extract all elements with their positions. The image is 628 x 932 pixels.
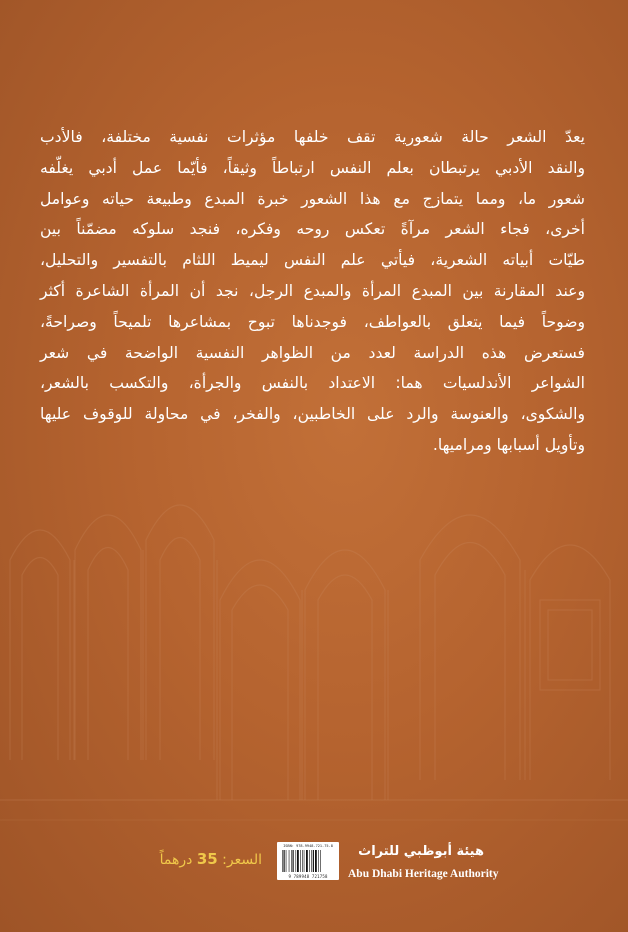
price-currency: درهماً [159,852,193,868]
price-label [142,850,262,868]
barcode-bars [281,850,335,872]
barcode-bar [311,850,312,872]
barcode-bar [297,850,299,872]
barcode-bar [284,850,285,872]
barcode-bar [286,850,287,872]
barcode-bar [304,850,305,872]
barcode-bar [302,850,303,872]
blurb-line: فستعرض هذه الدراسة لعدد من الظواهر النفسية الواضحة في شعر [40,343,585,362]
blurb-line: يعدّ الشعر حالة شعورية تقف خلفها مؤثرات نفسية مختلفة، فالأدب [40,128,585,146]
barcode-bar [291,850,292,872]
blurb-line: الشواعر الأندلسيات هما: الاعتداد بالنفس والجرأة، والتكسب بالشعر، [40,374,585,393]
barcode-bar [289,850,290,872]
price-prefix: السعر: [222,852,262,868]
barcode-bar [313,850,314,872]
blurb-line: والشكوى، والعنوسة والرد على الخاطبين، والفخر، في محاولة للوقوف عليها [40,405,585,424]
barcode-bar [309,850,310,872]
blurb-line: وعند المقارنة بين المبدع المرأة والمبدع الرجل، نجد أن المرأة الشاعرة أكثر [40,281,585,300]
barcode-bar [318,850,319,872]
barcode-bar [306,850,308,872]
barcode-bar [300,850,301,872]
barcode-bar [296,850,297,872]
blurb-line: وضوحاً فيما يتعلق بالعواطف، فوجدناها تبوح بمشاعرها تلميحاً وصراحةً، [40,312,585,331]
barcode-bar [320,850,321,872]
publisher-name-arabic: هيئة أبوظبي للتراث [358,844,484,859]
blurb-text [40,122,585,461]
barcode-bar [282,850,283,872]
isbn-text: ISBN: 978-9948-721-75-8 [283,844,333,848]
isbn-barcode [277,842,339,880]
blurb-line: شعور ما، ومما يتمازج مع هذا الشعور خبرة المبدع وطبيعة حياته وعوامل [40,189,585,208]
blurb-line: وتأويل أسبابها ومراميها. [432,435,585,454]
publisher-name-english: Abu Dhabi Heritage Authority [348,868,499,880]
price-value: 35 [196,850,218,868]
blurb-line: طيّات أبياته الشعرية، فيأتي علم النفس ليميط اللثام بالتفسير والتحليل، [40,251,585,270]
barcode-bar [293,850,294,872]
publisher-logo [348,844,508,888]
barcode-bar [315,850,317,872]
barcode-digits: 9 789948 721758 [288,874,328,879]
blurb-line: أخرى، فجاء الشعر مرآةً تعكس روحه وفكره، فنجد سلوكه مضمّناً بين [40,220,585,239]
blurb-line: والنقد الأدبي يرتبطان بعلم النفس ارتباطاً وثيقاً، فأيّما عمل أدبي يغلّفه [40,158,585,177]
